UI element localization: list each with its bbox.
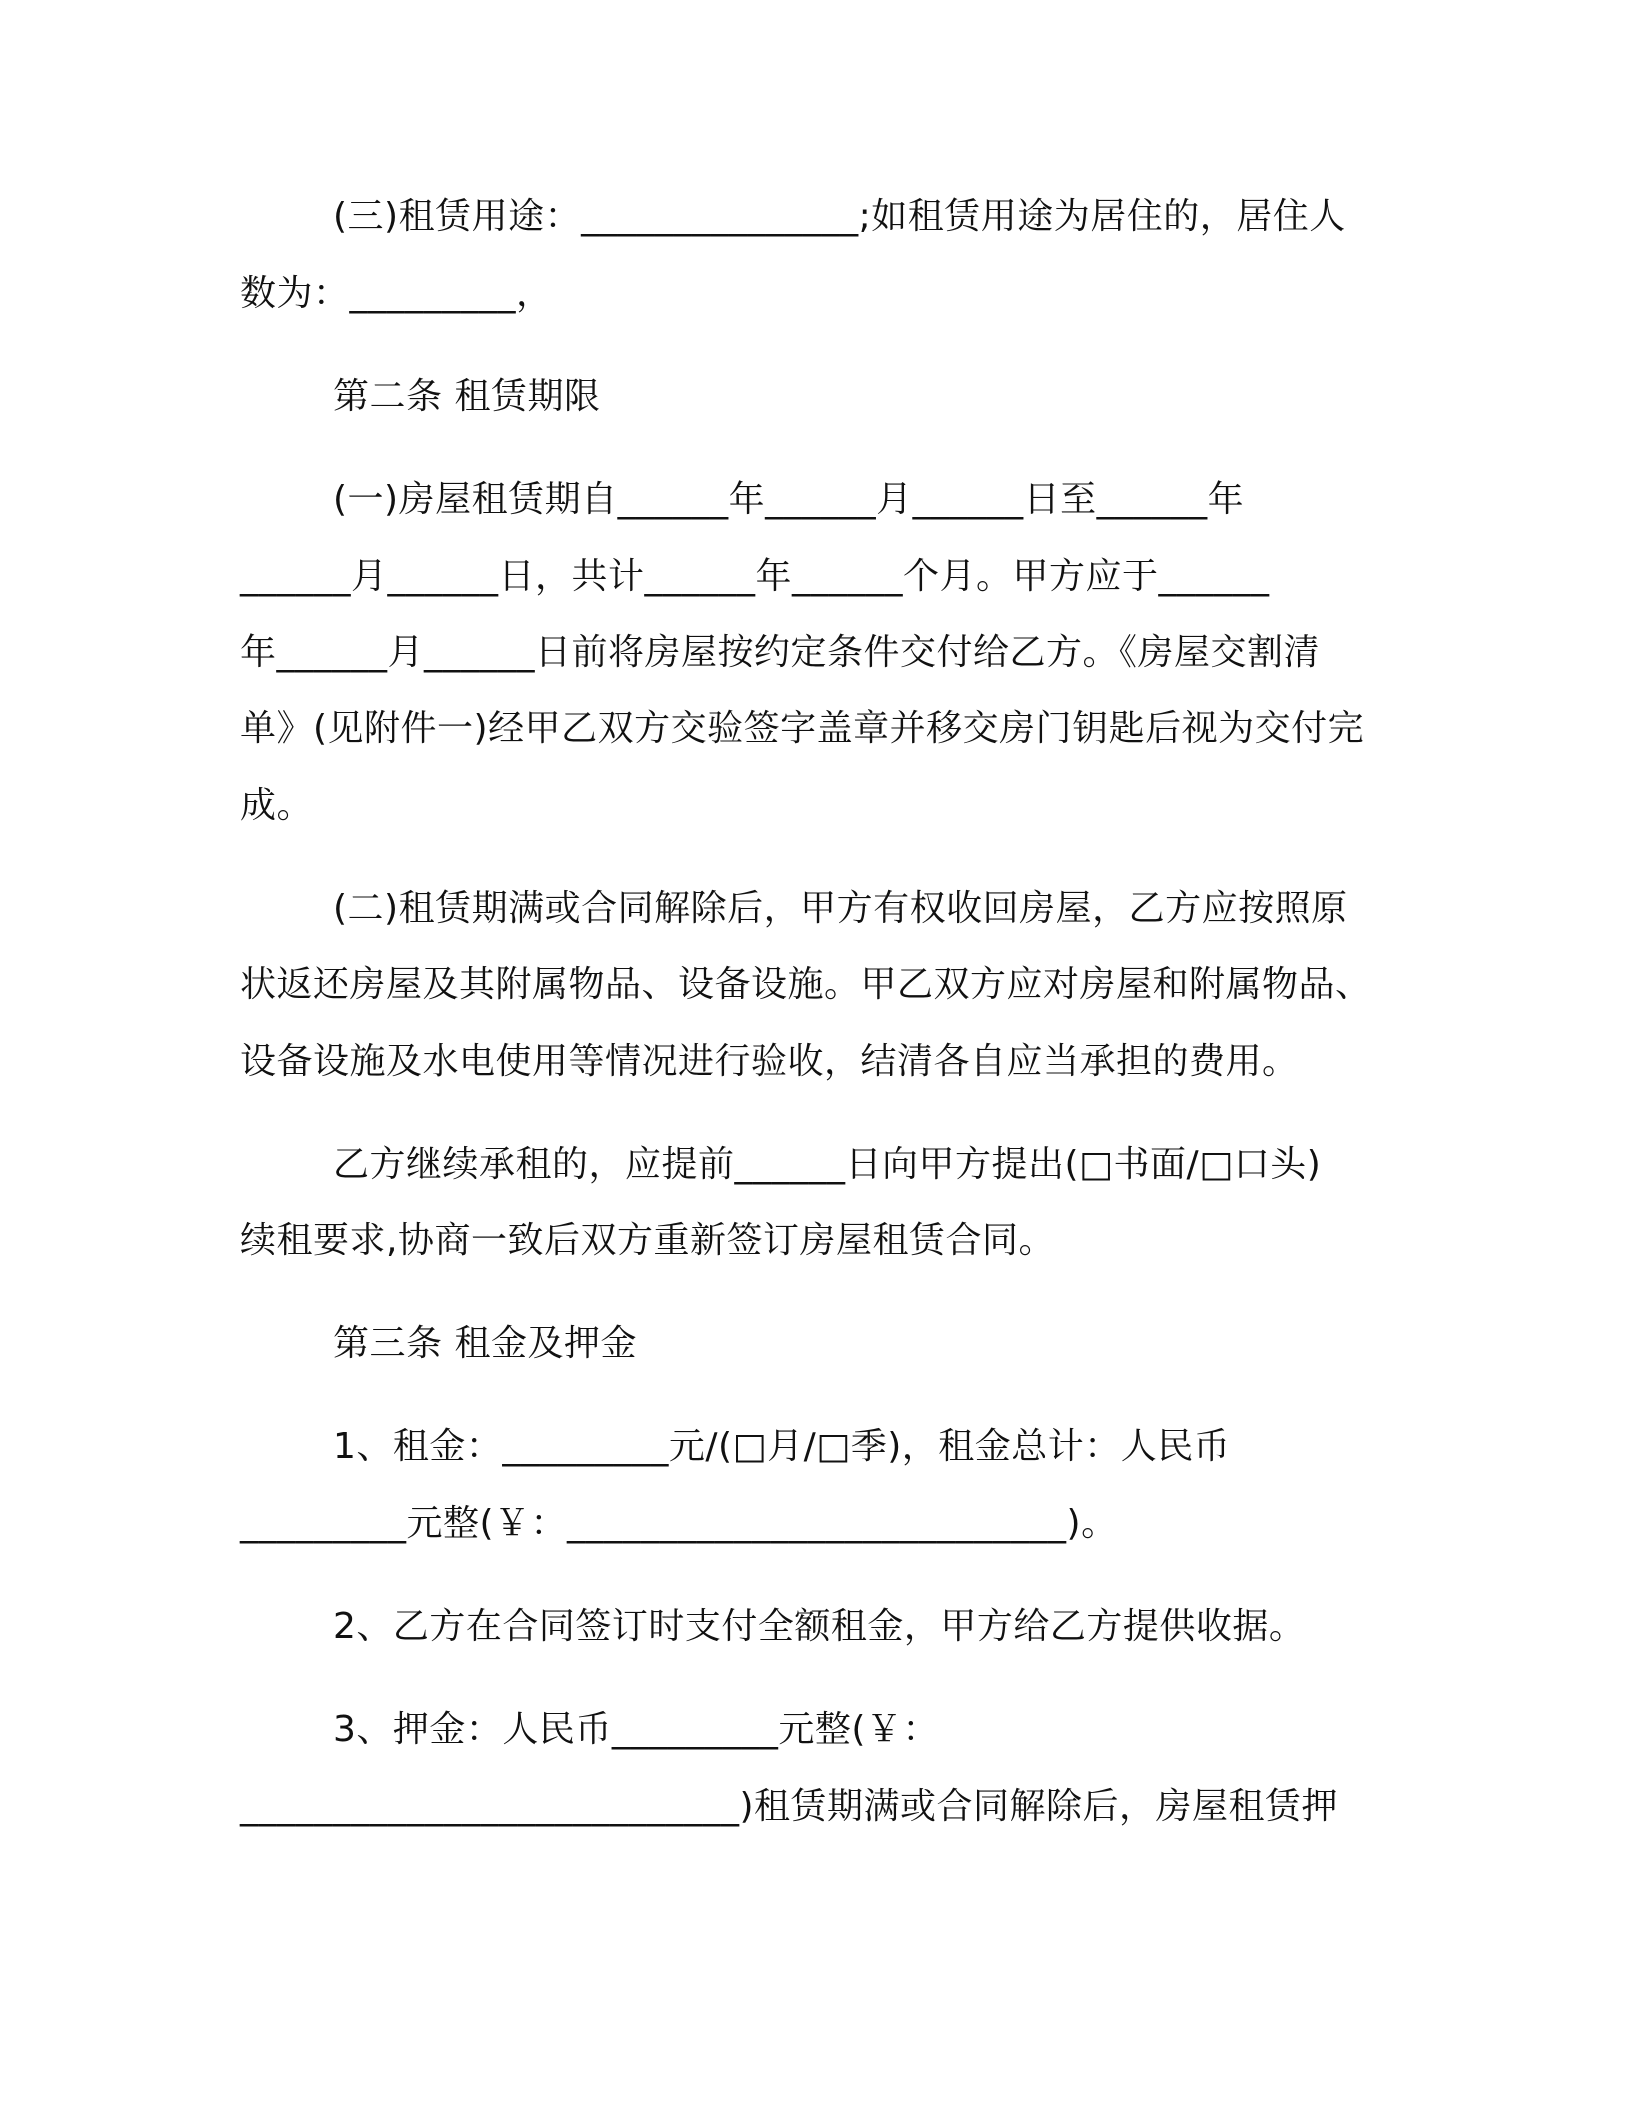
clause-line-occupants: 数为：_________， bbox=[240, 273, 553, 314]
article-heading-rent: 第三条 租金及押金 bbox=[333, 1323, 637, 1364]
article-heading-term: 第二条 租赁期限 bbox=[333, 376, 601, 417]
clause-line-deposit-1: 3、押金：人民币_________元整(￥： bbox=[333, 1709, 939, 1750]
clause-line-rent-1: 1、租金：_________元/(□月/□季)，租金总计：人民币 bbox=[333, 1426, 1231, 1467]
clause-line-purpose: (三)租赁用途：_______________;如租赁用途为居住的，居住人 bbox=[333, 196, 1346, 237]
clause-line-term-1: (一)房屋租赁期自______年______月______日至______年 bbox=[333, 479, 1245, 520]
clause-line-term-3: 年______月______日前将房屋按约定条件交付给乙方。《房屋交割清 bbox=[240, 632, 1321, 673]
clause-line-renewal-1: 乙方继续承租的，应提前______日向甲方提出(□书面/□口头) bbox=[333, 1144, 1322, 1185]
clause-line-rent-2: _________元整(￥：___________________________)。 bbox=[240, 1503, 1118, 1544]
clause-line-term-2: ______月______日，共计______年______个月。甲方应于______ bbox=[240, 556, 1270, 597]
clause-line-deposit-2: ___________________________)租赁期满或合同解除后，房屋租赁押 bbox=[240, 1786, 1339, 1827]
clause-line-term-5: 成。 bbox=[240, 785, 314, 826]
clause-line-payment: 2、乙方在合同签订时支付全额租金，甲方给乙方提供收据。 bbox=[333, 1606, 1306, 1647]
clause-line-term-4: 单》(见附件一)经甲乙双方交验签字盖章并移交房门钥匙后视为交付完 bbox=[240, 708, 1365, 749]
clause-line-return-3: 设备设施及水电使用等情况进行验收，结清各自应当承担的费用。 bbox=[240, 1041, 1299, 1082]
clause-line-return-2: 状返还房屋及其附属物品、设备设施。甲乙双方应对房屋和附属物品、 bbox=[240, 964, 1372, 1005]
clause-line-return-1: (二)租赁期满或合同解除后，甲方有权收回房屋，乙方应按照原 bbox=[333, 888, 1348, 929]
clause-line-renewal-2: 续租要求,协商一致后双方重新签订房屋租赁合同。 bbox=[240, 1220, 1055, 1261]
